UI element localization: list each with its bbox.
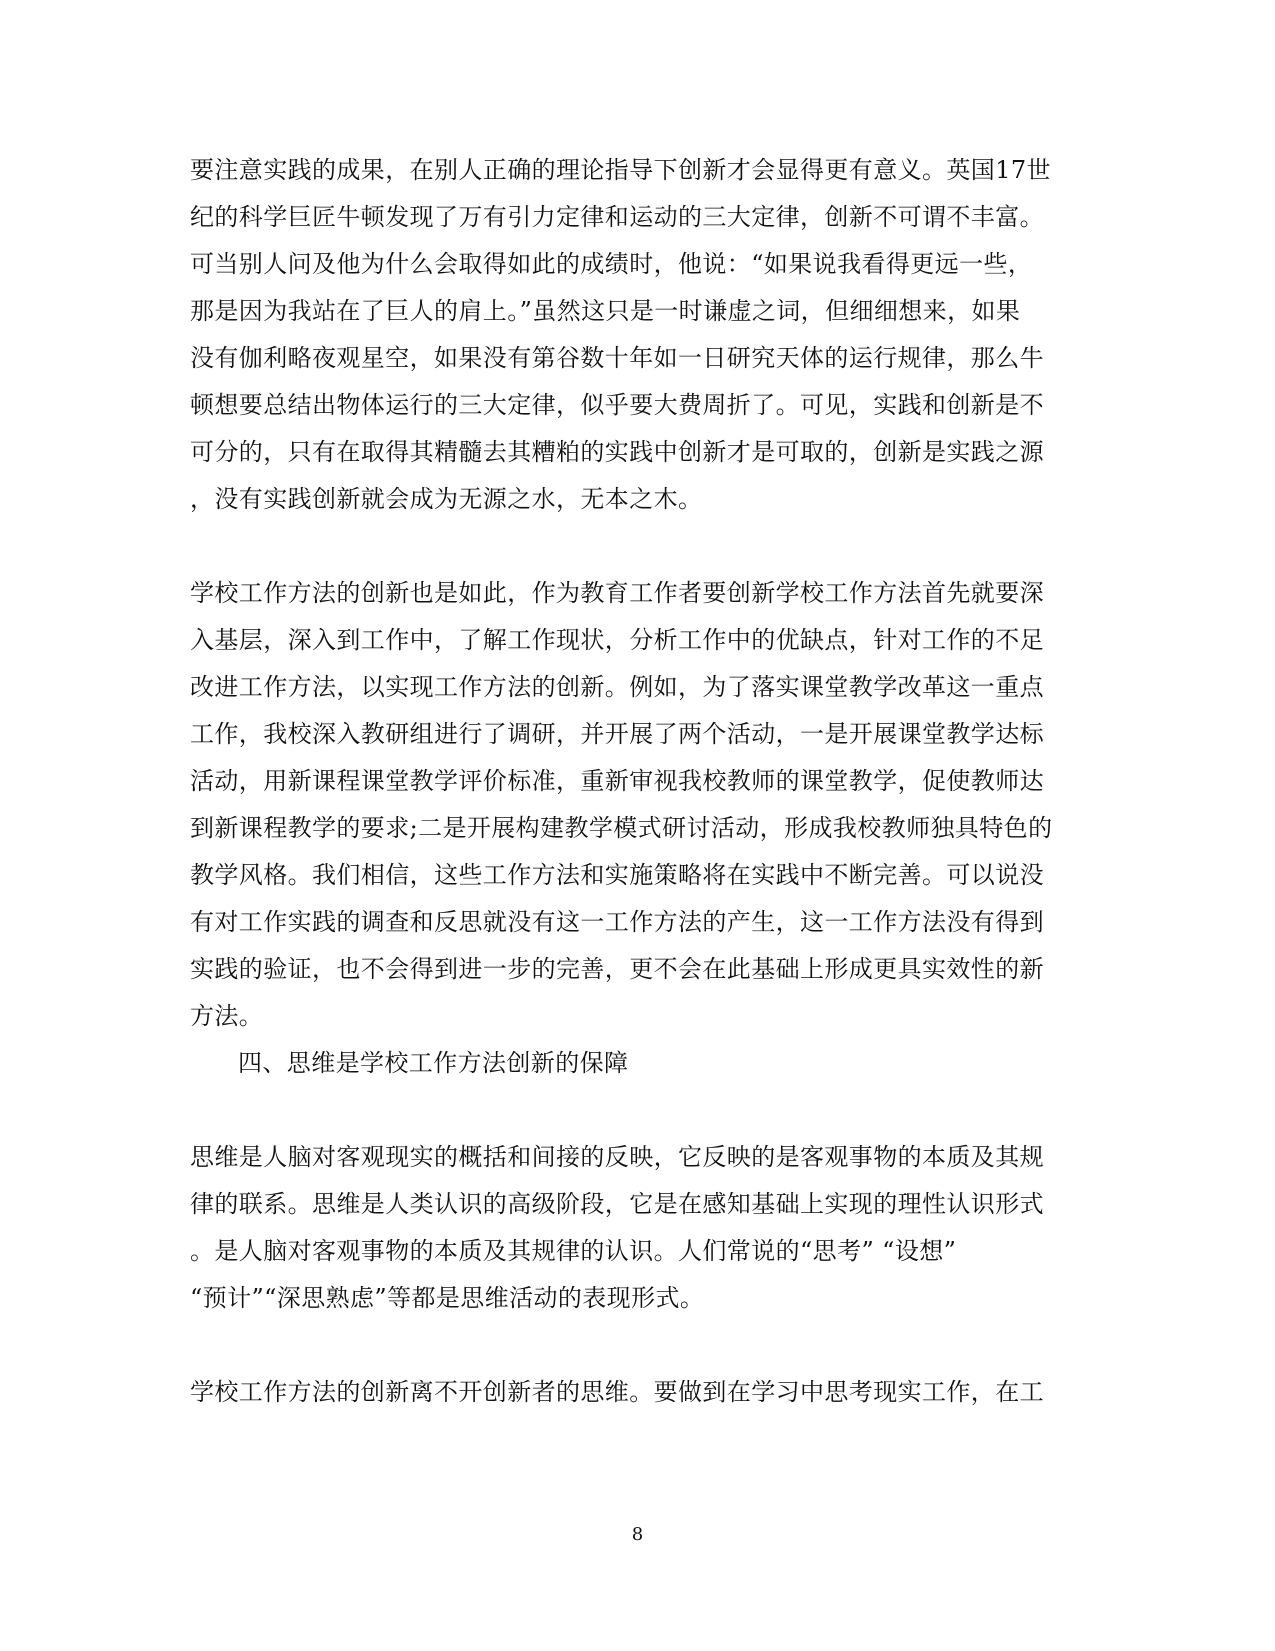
text-line: 学校工作方法的创新也是如此，作为教育工作者要创新学校工作方法首先就要深 bbox=[190, 579, 1044, 607]
text-line: 到新课程教学的要求;二是开展构建教学模式研讨活动，形成我校教师独具特色的 bbox=[190, 814, 1053, 842]
page-number: 8 bbox=[631, 1524, 644, 1545]
text-line: 要注意实践的成果，在别人正确的理论指导下创新才会显得更有意义。英国17世 bbox=[190, 156, 1051, 184]
text-line: 活动，用新课程课堂教学评价标准，重新审视我校教师的课堂教学，促使教师达 bbox=[190, 767, 1044, 795]
text-line: 改进工作方法，以实现工作方法的创新。例如，为了落实课堂教学改革这一重点 bbox=[190, 673, 1044, 701]
text-line: 。是人脑对客观事物的本质及其规律的认识。人们常说的“思考” “设想” bbox=[190, 1237, 957, 1265]
text-line: 没有伽利略夜观星空，如果没有第谷数十年如一日研究天体的运行规律，那么牛 bbox=[190, 344, 1044, 372]
text-line: 可分的，只有在取得其精髓去其糟粕的实践中创新才是可取的，创新是实践之源 bbox=[190, 438, 1044, 466]
text-line: 教学风格。我们相信，这些工作方法和实施策略将在实践中不断完善。可以说没 bbox=[190, 861, 1044, 889]
text-line: 思维是人脑对客观现实的概括和间接的反映，它反映的是客观事物的本质及其规 bbox=[190, 1143, 1044, 1171]
text-line: 可当别人问及他为什么会取得如此的成绩时，他说：“如果说我看得更远一些， bbox=[190, 250, 1033, 278]
text-line: “预计”“深思熟虑”等都是思维活动的表现形式。 bbox=[190, 1284, 705, 1312]
text-line: 入基层，深入到工作中，了解工作现状，分析工作中的优缺点，针对工作的不足 bbox=[190, 626, 1044, 654]
text-line: 那是因为我站在了巨人的肩上。”虽然这只是一时谦虚之词，但细细想来，如果 bbox=[190, 297, 1021, 325]
text-line: ，没有实践创新就会成为无源之水，无本之木。 bbox=[190, 485, 703, 513]
text-line: 学校工作方法的创新离不开创新者的思维。要做到在学习中思考现实工作，在工 bbox=[190, 1378, 1044, 1406]
text-line: 实践的验证，也不会得到进一步的完善，更不会在此基础上形成更具实效性的新 bbox=[190, 955, 1044, 983]
heading-text: 四、思维是学校工作方法创新的保障 bbox=[238, 1049, 629, 1077]
text-line: 工作，我校深入教研组进行了调研，并开展了两个活动，一是开展课堂教学达标 bbox=[190, 720, 1044, 748]
text-line: 纪的科学巨匠牛顿发现了万有引力定律和运动的三大定律，创新不可谓不丰富。 bbox=[190, 203, 1044, 231]
text-line: 律的联系。思维是人类认识的高级阶段，它是在感知基础上实现的理性认识形式 bbox=[190, 1190, 1044, 1218]
text-line: 方法。 bbox=[190, 1002, 264, 1030]
text-line: 顿想要总结出物体运行的三大定律，似乎要大费周折了。可见，实践和创新是不 bbox=[190, 391, 1044, 419]
text-line: 有对工作实践的调查和反思就没有这一工作方法的产生，这一工作方法没有得到 bbox=[190, 908, 1044, 936]
